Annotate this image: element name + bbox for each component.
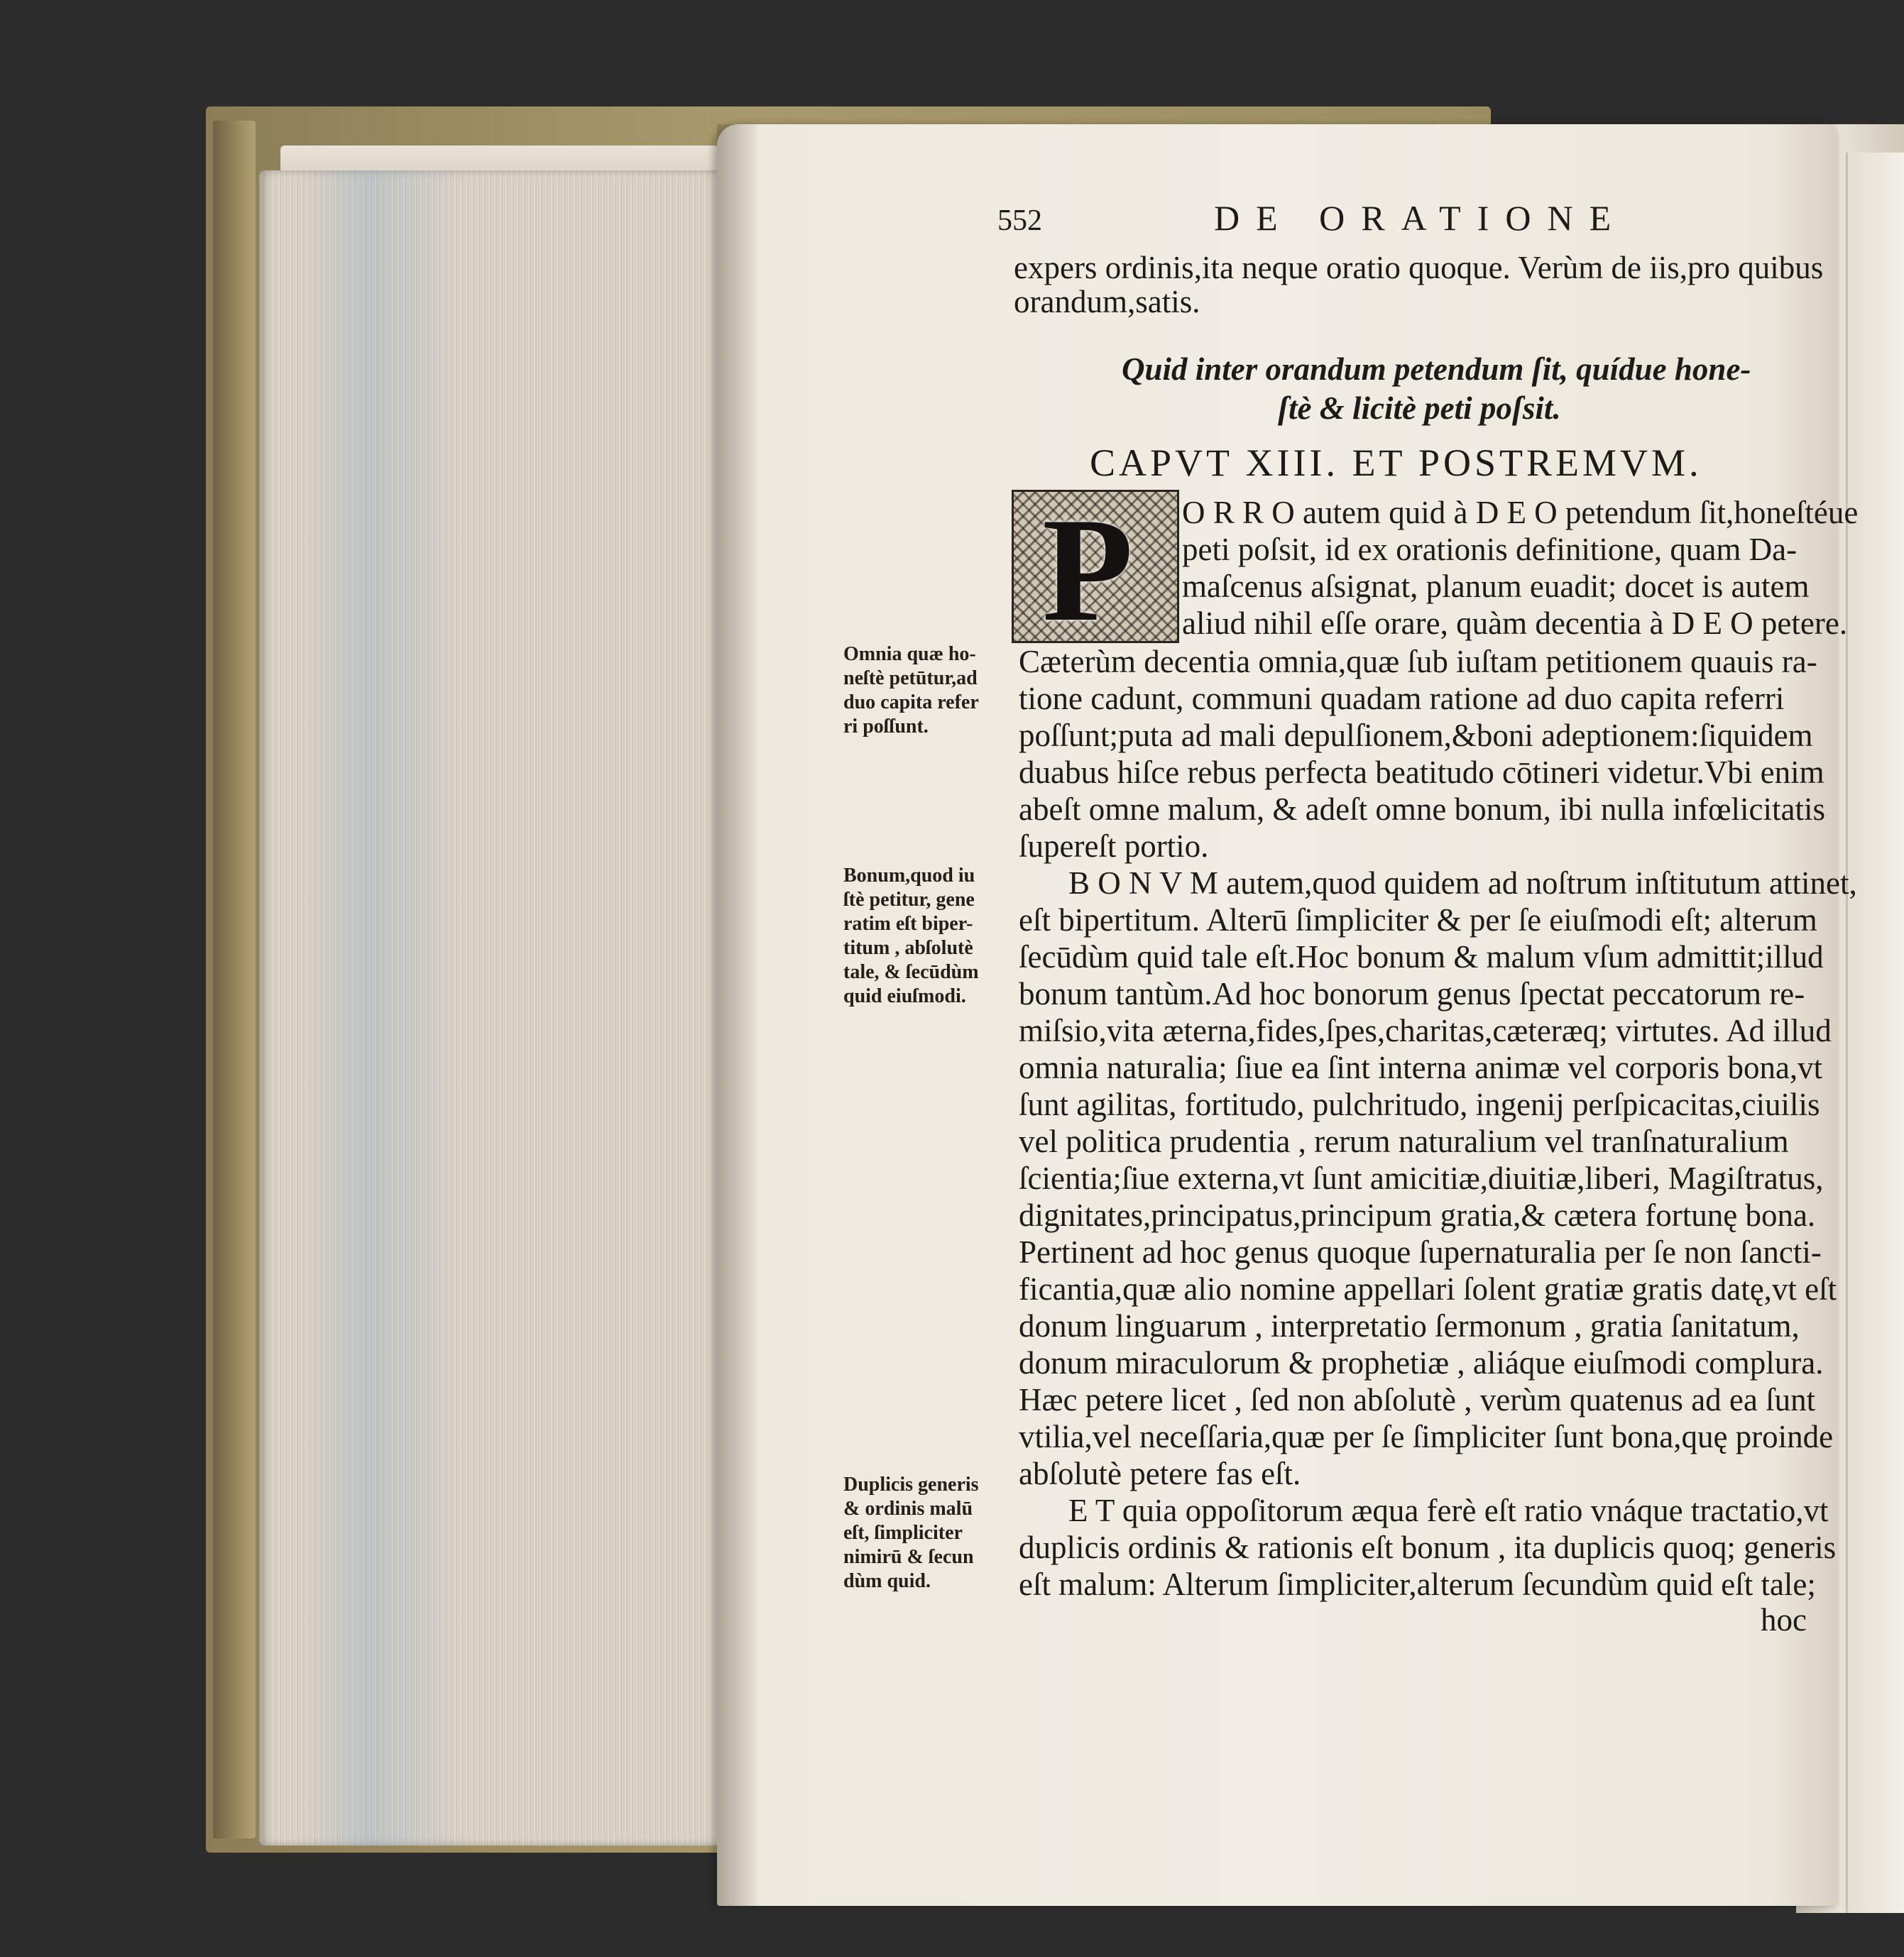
text-line: miſsio,vita æterna,fides,ſpes,charitas,cæteræq; virtutes. Ad illud: [1019, 1013, 1832, 1048]
chapter-heading: CAPVT XIII. ET POSTREMVM.: [1090, 442, 1702, 484]
text-line: poſſunt;puta ad mali depulſionem,&boni adeptionem:ſiquidem: [1019, 718, 1813, 753]
chapter-subtitle: ſtè & licitè peti poſsit.: [1278, 390, 1561, 426]
decorated-initial: [1012, 488, 1179, 652]
gutter-shadow: [717, 124, 760, 1906]
catchword: hoc: [1761, 1602, 1807, 1638]
facing-page-edge: [1846, 153, 1904, 1913]
text-line: maſcenus aſsignat, planum euadit; docet is autem: [1182, 569, 1810, 604]
marginal-note-line: ri poſſunt.: [843, 716, 929, 738]
marginal-note-line: nimirū & ſecun: [843, 1546, 974, 1568]
marginal-note-line: quid eiuſmodi.: [843, 985, 966, 1007]
text-line: ſecūdùm quid tale eſt.Hoc bonum & malum vſum admittit;illud: [1019, 939, 1824, 975]
text-line: eſt malum: Alterum ſimpliciter,alterum ſecundùm quid eſt tale;: [1019, 1567, 1816, 1602]
text-line: E T quia oppoſitorum æqua ferè eſt ratio vnáque tractatio,vt: [1068, 1493, 1829, 1528]
text-line: ſcientia;ſiue externa,vt ſunt amicitiæ,diuitiæ,liberi, Magiſtratus,: [1019, 1161, 1824, 1196]
text-line: Pertinent ad hoc genus quoque ſupernaturalia per ſe non ſancti-: [1019, 1234, 1822, 1270]
marginal-note-line: Bonum,quod iu: [843, 865, 975, 887]
text-line: Cæterùm decentia omnia,quæ ſub iuſtam petitionem quauis ra-: [1019, 644, 1817, 679]
running-head: DE ORATIONE: [1214, 198, 1628, 238]
text-line: ſunt agilitas, fortitudo, pulchritudo, ingenij perſpicacitas,ciuilis: [1019, 1087, 1820, 1122]
chapter-subtitle: Quid inter orandum petendum ſit, quídue hone-: [1122, 351, 1751, 387]
marginal-note-line: titum , abſolutè: [843, 937, 973, 959]
text-line: ficantia,quæ alio nomine appellari ſolent gratiæ gratis datę,vt eſt: [1019, 1271, 1837, 1307]
marginal-note-line: duo capita refer: [843, 691, 979, 713]
marginal-note-line: Omnia quæ ho-: [843, 643, 976, 665]
text-line: donum linguarum , interpretatio ſermonum , gratia ſanitatum,: [1019, 1308, 1800, 1344]
text-line: B O N V M autem,quod quidem ad noſtrum inſtitutum attinet,: [1068, 865, 1857, 901]
marginal-note-line: & ordinis malū: [843, 1498, 973, 1520]
text-line: ſupereſt portio.: [1019, 828, 1209, 864]
cover-hinge: [213, 121, 256, 1838]
opening-line: expers ordinis,ita neque oratio quoque. Verùm de iis,pro quibus: [1014, 250, 1824, 285]
page-number: 552: [997, 204, 1042, 237]
marginal-note-line: tale, & ſecūdùm: [843, 961, 979, 983]
text-line: O R R O autem quid à D E O petendum ſit,honeſtéue: [1182, 495, 1859, 530]
text-line: abſolutè petere fas eſt.: [1019, 1456, 1301, 1491]
text-line: peti poſsit, id ex orationis definitione, quam Da-: [1182, 532, 1798, 567]
text-line: Hæc petere licet , ſed non abſolutè , verùm quatenus ad ea ſunt: [1019, 1382, 1816, 1418]
text-line: duabus hiſce rebus perfecta beatitudo cōtineri videtur.Vbi enim: [1019, 755, 1824, 790]
text-line: aliud nihil eſſe orare, quàm decentia à D E O petere.: [1182, 605, 1848, 641]
marginal-note-line: Duplicis generis: [843, 1474, 979, 1496]
text-line: tione cadunt, communi quadam ratione ad duo capita referri: [1019, 681, 1785, 716]
text-line: duplicis ordinis & rationis eſt bonum , ita duplicis quoq; generis: [1019, 1530, 1837, 1565]
marginal-note-line: ratim eſt biper-: [843, 913, 973, 935]
text-line: dignitates,principatus,principum gratia,& cætera fortunę bona.: [1019, 1197, 1816, 1233]
initial-letter: P: [1042, 488, 1134, 652]
text-line: vtilia,vel neceſſaria,quæ per ſe ſimpliciter ſunt bona,quę proinde: [1019, 1419, 1834, 1454]
opening-line: orandum,satis.: [1014, 284, 1200, 319]
marginal-note-line: ſtè petitur, gene: [843, 889, 975, 911]
text-line: bonum tantùm.Ad hoc bonorum genus ſpectat peccatorum re-: [1019, 976, 1805, 1012]
text-line: vel politica prudentia , rerum naturalium vel tranſnaturalium: [1019, 1124, 1789, 1159]
text-line: abeſt omne malum, & adeſt omne bonum, ibi nulla infœlicitatis: [1019, 791, 1826, 827]
marginal-note-line: neſtè petūtur,ad: [843, 667, 978, 689]
marginal-note-line: eſt, ſimpliciter: [843, 1522, 963, 1544]
text-line: omnia naturalia; ſiue ea ſint interna animæ vel corporis bona,vt: [1019, 1050, 1823, 1085]
text-line: donum miraculorum & prophetiæ , aliáque eiuſmodi complura.: [1019, 1345, 1824, 1381]
text-line: eſt bipertitum. Alterū ſimpliciter & per ſe eiuſmodi eſt; alterum: [1019, 902, 1817, 938]
page-block-edge: [259, 170, 728, 1846]
marginal-note-line: dùm quid.: [843, 1570, 931, 1592]
